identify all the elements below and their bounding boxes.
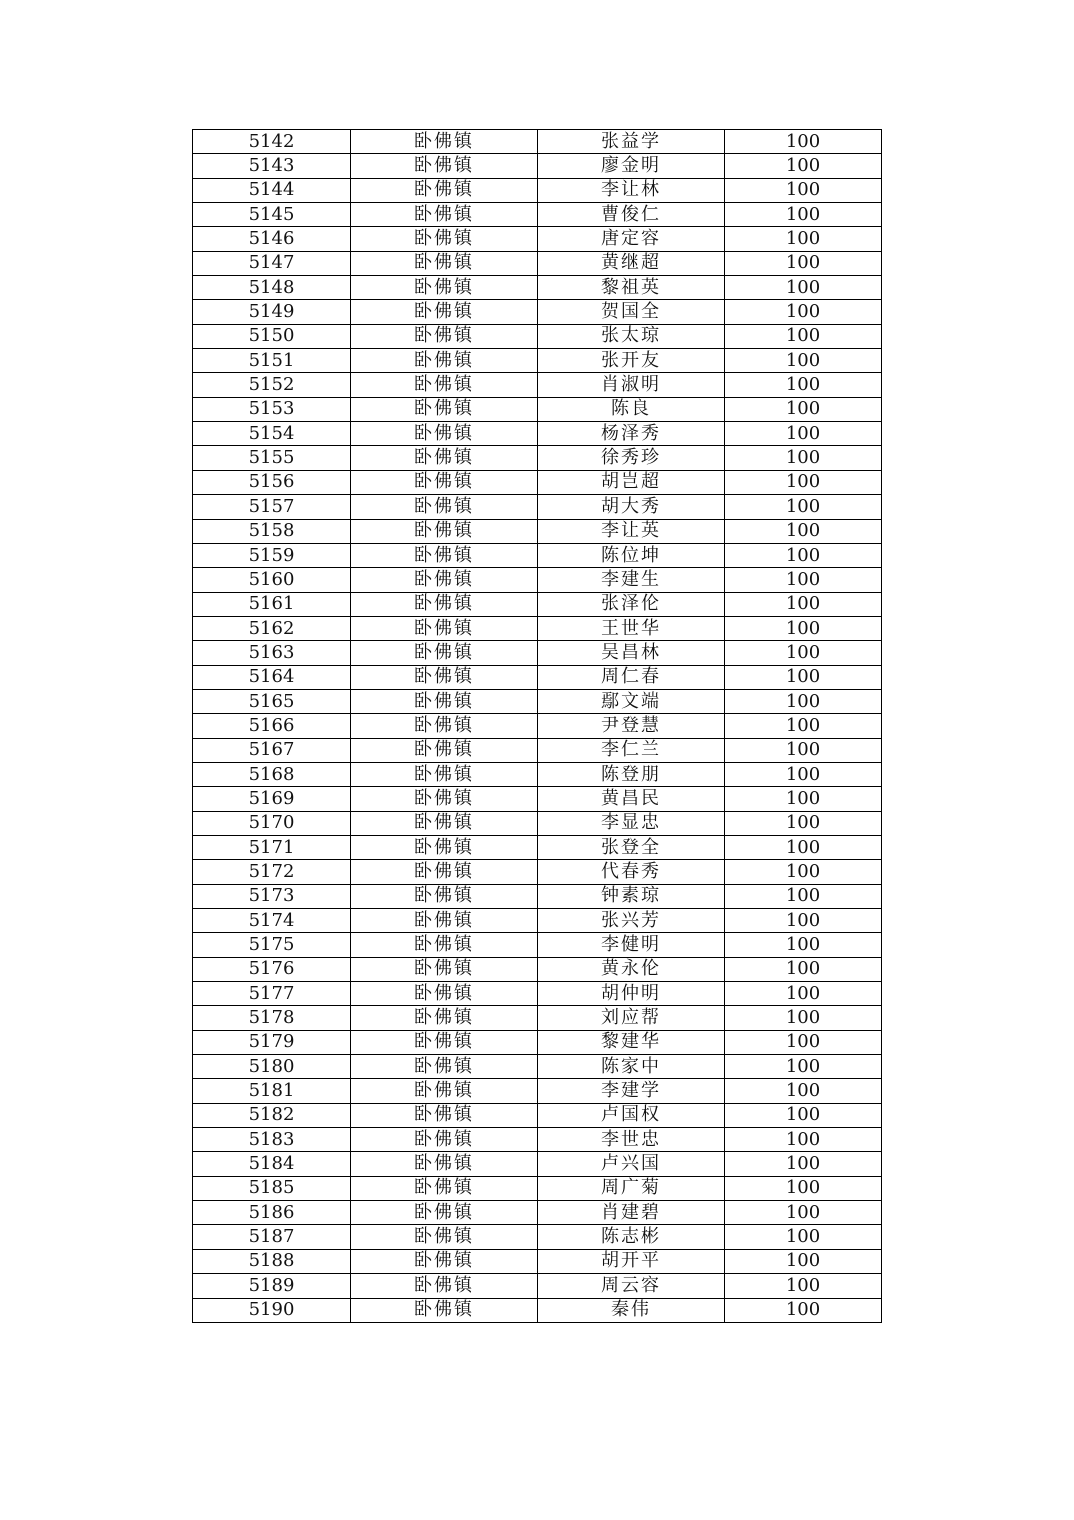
table-row (193, 860, 882, 884)
town-cell: 卧佛镇 (351, 470, 538, 494)
name-cell: 肖淑明 (538, 373, 725, 397)
name-cell: 黄继超 (538, 251, 725, 275)
amount-cell: 100 (725, 349, 882, 373)
row-number-cell: 5153 (193, 397, 351, 421)
table-row (193, 519, 882, 543)
row-number-cell: 5163 (193, 641, 351, 665)
row-number-cell: 5187 (193, 1225, 351, 1249)
name-cell: 肖建碧 (538, 1201, 725, 1225)
table-row (193, 787, 882, 811)
town-cell: 卧佛镇 (351, 543, 538, 567)
town-cell: 卧佛镇 (351, 1225, 538, 1249)
table-row (193, 1298, 882, 1322)
table-row (193, 1201, 882, 1225)
name-cell: 钟素琼 (538, 884, 725, 908)
amount-cell: 100 (725, 324, 882, 348)
town-cell: 卧佛镇 (351, 860, 538, 884)
name-cell: 李仁兰 (538, 738, 725, 762)
name-cell: 陈登朋 (538, 762, 725, 786)
table-row (193, 1006, 882, 1030)
town-cell: 卧佛镇 (351, 519, 538, 543)
table-row (193, 227, 882, 251)
row-number-cell: 5143 (193, 154, 351, 178)
row-number-cell: 5147 (193, 251, 351, 275)
table-row (193, 276, 882, 300)
name-cell: 张太琼 (538, 324, 725, 348)
name-cell: 黎祖英 (538, 276, 725, 300)
town-cell: 卧佛镇 (351, 1103, 538, 1127)
table-row (193, 1128, 882, 1152)
table-row (193, 1152, 882, 1176)
town-cell: 卧佛镇 (351, 714, 538, 738)
amount-cell: 100 (725, 397, 882, 421)
name-cell: 贺国全 (538, 300, 725, 324)
town-cell: 卧佛镇 (351, 1030, 538, 1054)
row-number-cell: 5182 (193, 1103, 351, 1127)
town-cell: 卧佛镇 (351, 495, 538, 519)
name-cell: 秦伟 (538, 1298, 725, 1322)
amount-cell: 100 (725, 909, 882, 933)
amount-cell: 100 (725, 835, 882, 859)
name-cell: 李让英 (538, 519, 725, 543)
amount-cell: 100 (725, 1103, 882, 1127)
row-number-cell: 5175 (193, 933, 351, 957)
name-cell: 周仁春 (538, 665, 725, 689)
table-row (193, 835, 882, 859)
town-cell: 卧佛镇 (351, 373, 538, 397)
amount-cell: 100 (725, 884, 882, 908)
row-number-cell: 5156 (193, 470, 351, 494)
row-number-cell: 5158 (193, 519, 351, 543)
name-cell: 黄昌民 (538, 787, 725, 811)
amount-cell: 100 (725, 957, 882, 981)
name-cell: 尹登慧 (538, 714, 725, 738)
row-number-cell: 5164 (193, 665, 351, 689)
name-cell: 陈家中 (538, 1055, 725, 1079)
row-number-cell: 5155 (193, 446, 351, 470)
amount-cell: 100 (725, 592, 882, 616)
amount-cell: 100 (725, 1128, 882, 1152)
table-row (193, 1055, 882, 1079)
name-cell: 李显忠 (538, 811, 725, 835)
town-cell: 卧佛镇 (351, 203, 538, 227)
table-row (193, 178, 882, 202)
name-cell: 刘应帮 (538, 1006, 725, 1030)
row-number-cell: 5165 (193, 689, 351, 713)
town-cell: 卧佛镇 (351, 1006, 538, 1030)
row-number-cell: 5161 (193, 592, 351, 616)
row-number-cell: 5157 (193, 495, 351, 519)
row-number-cell: 5162 (193, 616, 351, 640)
name-cell: 鄢文端 (538, 689, 725, 713)
row-number-cell: 5189 (193, 1274, 351, 1298)
table-row (193, 1030, 882, 1054)
amount-cell: 100 (725, 616, 882, 640)
town-cell: 卧佛镇 (351, 1152, 538, 1176)
table-row (193, 933, 882, 957)
amount-cell: 100 (725, 787, 882, 811)
row-number-cell: 5151 (193, 349, 351, 373)
name-cell: 张登全 (538, 835, 725, 859)
town-cell: 卧佛镇 (351, 130, 538, 154)
name-cell: 张益学 (538, 130, 725, 154)
town-cell: 卧佛镇 (351, 592, 538, 616)
row-number-cell: 5171 (193, 835, 351, 859)
table-row (193, 422, 882, 446)
row-number-cell: 5179 (193, 1030, 351, 1054)
amount-cell: 100 (725, 738, 882, 762)
row-number-cell: 5183 (193, 1128, 351, 1152)
amount-cell: 100 (725, 130, 882, 154)
name-cell: 周云容 (538, 1274, 725, 1298)
row-number-cell: 5169 (193, 787, 351, 811)
table-row (193, 154, 882, 178)
town-cell: 卧佛镇 (351, 422, 538, 446)
row-number-cell: 5142 (193, 130, 351, 154)
amount-cell: 100 (725, 1055, 882, 1079)
town-cell: 卧佛镇 (351, 933, 538, 957)
row-number-cell: 5181 (193, 1079, 351, 1103)
name-cell: 李健明 (538, 933, 725, 957)
table-row (193, 568, 882, 592)
table-row (193, 1274, 882, 1298)
table-body (193, 130, 882, 1323)
table-row (193, 884, 882, 908)
amount-cell: 100 (725, 178, 882, 202)
name-cell: 唐定容 (538, 227, 725, 251)
amount-cell: 100 (725, 714, 882, 738)
amount-cell: 100 (725, 762, 882, 786)
row-number-cell: 5177 (193, 982, 351, 1006)
name-cell: 陈志彬 (538, 1225, 725, 1249)
town-cell: 卧佛镇 (351, 835, 538, 859)
row-number-cell: 5173 (193, 884, 351, 908)
table-row (193, 762, 882, 786)
town-cell: 卧佛镇 (351, 251, 538, 275)
table-row (193, 957, 882, 981)
name-cell: 杨泽秀 (538, 422, 725, 446)
name-cell: 陈良 (538, 397, 725, 421)
name-cell: 胡仲明 (538, 982, 725, 1006)
amount-cell: 100 (725, 495, 882, 519)
amount-cell: 100 (725, 982, 882, 1006)
table-row (193, 397, 882, 421)
amount-cell: 100 (725, 373, 882, 397)
table-row (193, 689, 882, 713)
town-cell: 卧佛镇 (351, 154, 538, 178)
name-cell: 胡开平 (538, 1249, 725, 1273)
amount-cell: 100 (725, 1274, 882, 1298)
table-row (193, 543, 882, 567)
name-cell: 张兴芳 (538, 909, 725, 933)
row-number-cell: 5180 (193, 1055, 351, 1079)
data-table (192, 129, 882, 1323)
row-number-cell: 5146 (193, 227, 351, 251)
amount-cell: 100 (725, 422, 882, 446)
row-number-cell: 5178 (193, 1006, 351, 1030)
town-cell: 卧佛镇 (351, 1055, 538, 1079)
row-number-cell: 5172 (193, 860, 351, 884)
table-row (193, 446, 882, 470)
name-cell: 曹俊仁 (538, 203, 725, 227)
town-cell: 卧佛镇 (351, 1128, 538, 1152)
table-row (193, 1103, 882, 1127)
amount-cell: 100 (725, 641, 882, 665)
name-cell: 李建学 (538, 1079, 725, 1103)
town-cell: 卧佛镇 (351, 1079, 538, 1103)
name-cell: 卢国权 (538, 1103, 725, 1127)
town-cell: 卧佛镇 (351, 811, 538, 835)
table-row (193, 251, 882, 275)
row-number-cell: 5145 (193, 203, 351, 227)
amount-cell: 100 (725, 689, 882, 713)
town-cell: 卧佛镇 (351, 738, 538, 762)
name-cell: 张泽伦 (538, 592, 725, 616)
row-number-cell: 5166 (193, 714, 351, 738)
table-row (193, 130, 882, 154)
amount-cell: 100 (725, 1030, 882, 1054)
row-number-cell: 5154 (193, 422, 351, 446)
town-cell: 卧佛镇 (351, 616, 538, 640)
row-number-cell: 5186 (193, 1201, 351, 1225)
amount-cell: 100 (725, 933, 882, 957)
table-row (193, 1079, 882, 1103)
row-number-cell: 5149 (193, 300, 351, 324)
table-row (193, 909, 882, 933)
name-cell: 廖金明 (538, 154, 725, 178)
row-number-cell: 5152 (193, 373, 351, 397)
table-row (193, 714, 882, 738)
amount-cell: 100 (725, 1201, 882, 1225)
amount-cell: 100 (725, 519, 882, 543)
town-cell: 卧佛镇 (351, 1249, 538, 1273)
town-cell: 卧佛镇 (351, 349, 538, 373)
town-cell: 卧佛镇 (351, 397, 538, 421)
row-number-cell: 5159 (193, 543, 351, 567)
table-row (193, 1225, 882, 1249)
row-number-cell: 5185 (193, 1176, 351, 1200)
amount-cell: 100 (725, 665, 882, 689)
name-cell: 李建生 (538, 568, 725, 592)
town-cell: 卧佛镇 (351, 762, 538, 786)
table-row (193, 665, 882, 689)
amount-cell: 100 (725, 811, 882, 835)
table-row (193, 300, 882, 324)
amount-cell: 100 (725, 1249, 882, 1273)
amount-cell: 100 (725, 154, 882, 178)
table-row (193, 592, 882, 616)
table-row (193, 1249, 882, 1273)
amount-cell: 100 (725, 251, 882, 275)
name-cell: 王世华 (538, 616, 725, 640)
amount-cell: 100 (725, 470, 882, 494)
amount-cell: 100 (725, 1152, 882, 1176)
name-cell: 李世忠 (538, 1128, 725, 1152)
row-number-cell: 5150 (193, 324, 351, 348)
amount-cell: 100 (725, 446, 882, 470)
town-cell: 卧佛镇 (351, 957, 538, 981)
name-cell: 徐秀珍 (538, 446, 725, 470)
name-cell: 胡岂超 (538, 470, 725, 494)
row-number-cell: 5148 (193, 276, 351, 300)
row-number-cell: 5167 (193, 738, 351, 762)
row-number-cell: 5170 (193, 811, 351, 835)
row-number-cell: 5176 (193, 957, 351, 981)
town-cell: 卧佛镇 (351, 689, 538, 713)
amount-cell: 100 (725, 543, 882, 567)
town-cell: 卧佛镇 (351, 1298, 538, 1322)
table-row (193, 349, 882, 373)
table-row (193, 616, 882, 640)
town-cell: 卧佛镇 (351, 446, 538, 470)
table-row (193, 641, 882, 665)
amount-cell: 100 (725, 1298, 882, 1322)
amount-cell: 100 (725, 276, 882, 300)
amount-cell: 100 (725, 1079, 882, 1103)
town-cell: 卧佛镇 (351, 324, 538, 348)
name-cell: 李让林 (538, 178, 725, 202)
amount-cell: 100 (725, 300, 882, 324)
table-row (193, 203, 882, 227)
name-cell: 代春秀 (538, 860, 725, 884)
row-number-cell: 5188 (193, 1249, 351, 1273)
town-cell: 卧佛镇 (351, 1176, 538, 1200)
amount-cell: 100 (725, 1006, 882, 1030)
amount-cell: 100 (725, 860, 882, 884)
town-cell: 卧佛镇 (351, 909, 538, 933)
row-number-cell: 5190 (193, 1298, 351, 1322)
name-cell: 周广菊 (538, 1176, 725, 1200)
row-number-cell: 5168 (193, 762, 351, 786)
name-cell: 胡大秀 (538, 495, 725, 519)
amount-cell: 100 (725, 203, 882, 227)
name-cell: 黄永伦 (538, 957, 725, 981)
row-number-cell: 5174 (193, 909, 351, 933)
town-cell: 卧佛镇 (351, 884, 538, 908)
town-cell: 卧佛镇 (351, 641, 538, 665)
table-row (193, 982, 882, 1006)
town-cell: 卧佛镇 (351, 787, 538, 811)
town-cell: 卧佛镇 (351, 665, 538, 689)
table-row (193, 1176, 882, 1200)
name-cell: 黎建华 (538, 1030, 725, 1054)
table-row (193, 373, 882, 397)
row-number-cell: 5184 (193, 1152, 351, 1176)
name-cell: 张开友 (538, 349, 725, 373)
name-cell: 卢兴国 (538, 1152, 725, 1176)
row-number-cell: 5160 (193, 568, 351, 592)
town-cell: 卧佛镇 (351, 276, 538, 300)
town-cell: 卧佛镇 (351, 300, 538, 324)
town-cell: 卧佛镇 (351, 178, 538, 202)
amount-cell: 100 (725, 227, 882, 251)
town-cell: 卧佛镇 (351, 982, 538, 1006)
amount-cell: 100 (725, 1176, 882, 1200)
table-row (193, 811, 882, 835)
town-cell: 卧佛镇 (351, 1274, 538, 1298)
amount-cell: 100 (725, 1225, 882, 1249)
amount-cell: 100 (725, 568, 882, 592)
table-row (193, 470, 882, 494)
table-row (193, 738, 882, 762)
name-cell: 吴昌林 (538, 641, 725, 665)
table-row (193, 495, 882, 519)
town-cell: 卧佛镇 (351, 568, 538, 592)
town-cell: 卧佛镇 (351, 227, 538, 251)
name-cell: 陈位坤 (538, 543, 725, 567)
row-number-cell: 5144 (193, 178, 351, 202)
table-row (193, 324, 882, 348)
town-cell: 卧佛镇 (351, 1201, 538, 1225)
